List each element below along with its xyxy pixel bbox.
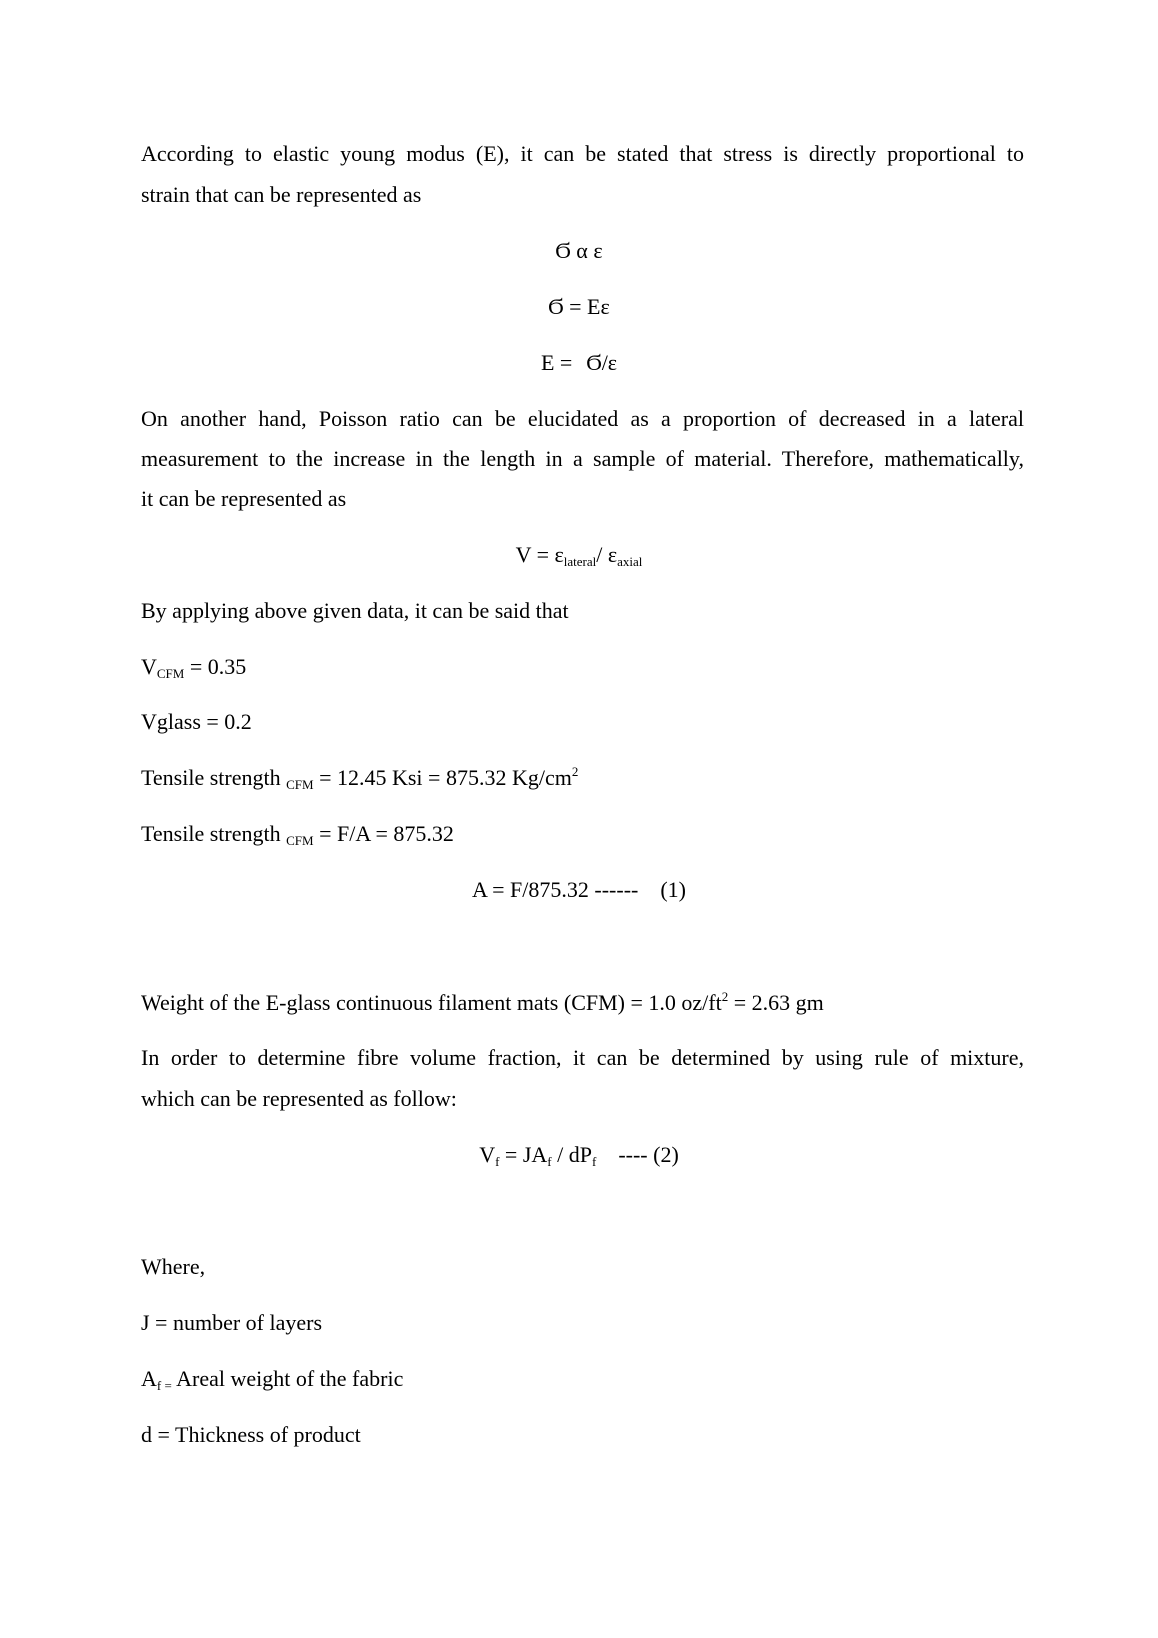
- tensile2-base: Tensile strength: [141, 821, 287, 846]
- def-af-rest: Areal weight of the fabric: [171, 1366, 404, 1391]
- equation-area-number: (1): [660, 877, 687, 902]
- definition-af: [141, 1366, 403, 1392]
- tensile1-sub: CFM: [286, 777, 314, 792]
- para1-line1: According to elastic young modus (E), it can be stated that stress is directly proportional to: [141, 141, 1024, 166]
- equation-stress: Ϭ = Eε: [548, 294, 610, 319]
- vf-equation-number: ---- (2): [618, 1142, 679, 1167]
- tensile1-rest: = 12.45 Ksi = 875.32 Kg/cm: [313, 765, 572, 790]
- vf-base: V: [479, 1142, 496, 1167]
- equation-poisson: [0, 542, 1158, 568]
- tensile1-sup: 2: [571, 764, 579, 779]
- weight-text: [141, 990, 824, 1016]
- applying-text: By applying above given data, it can be said that: [141, 598, 569, 623]
- equation-area: [0, 877, 1158, 903]
- tensile-strength-1: [141, 765, 578, 791]
- v-glass-value: Vglass = 0.2: [141, 709, 252, 734]
- weight-sup: 2: [721, 989, 729, 1004]
- vf-mid2: / dP: [551, 1142, 592, 1167]
- para3-line1: In order to determine fibre volume fraction, it can be determined by using rule of mixture,: [141, 1045, 1024, 1070]
- para2-line2: measurement to the increase in the length in a sample of material. Therefore, mathematically,: [141, 446, 1024, 471]
- definition-j: J = number of layers: [141, 1310, 323, 1335]
- vf-sub-af: f: [547, 1154, 552, 1169]
- vf-sub: f: [495, 1154, 500, 1169]
- equation-proportional: Ϭ α ε: [555, 238, 603, 263]
- v-cfm-value: [141, 654, 246, 680]
- poisson-mid: / ε: [596, 542, 618, 567]
- equation-modulus: [0, 350, 1158, 376]
- weight-rest: = 2.63 gm: [728, 990, 824, 1015]
- def-af-sub: f =: [156, 1378, 172, 1393]
- para2-line3: it can be represented as: [141, 486, 347, 511]
- tensile2-sub: CFM: [286, 833, 314, 848]
- vf-sub-pf: f: [591, 1154, 597, 1169]
- where-label: Where,: [141, 1254, 206, 1279]
- poisson-sub-lateral: lateral: [563, 554, 597, 569]
- equation-modulus-lhs: E =: [540, 350, 573, 375]
- tensile-strength-2: [141, 821, 454, 847]
- poisson-sub-axial: axial: [617, 554, 643, 569]
- v-cfm-base: V: [141, 654, 157, 679]
- weight-base: Weight of the E-glass continuous filament mats (CFM) = 1.0 oz/ft: [141, 990, 722, 1015]
- equation-modulus-rhs: Ϭ/ε: [586, 350, 618, 375]
- para2-line1: On another hand, Poisson ratio can be elucidated as a proportion of decreased in a lateral: [141, 406, 1024, 431]
- para3-line2: which can be represented as follow:: [141, 1086, 457, 1111]
- v-cfm-sub: CFM: [156, 666, 185, 681]
- equation-area-expr: A = F/875.32 ------: [471, 877, 639, 902]
- vf-mid: = JA: [499, 1142, 548, 1167]
- poisson-lhs: V = ε: [515, 542, 564, 567]
- definition-d: d = Thickness of product: [141, 1422, 361, 1447]
- tensile2-rest: = F/A = 875.32: [313, 821, 454, 846]
- v-cfm-rest: = 0.35: [184, 654, 247, 679]
- def-af-base: A: [141, 1366, 157, 1391]
- para1-line2: strain that can be represented as: [141, 182, 422, 207]
- tensile1-base: Tensile strength: [141, 765, 287, 790]
- equation-fibre-volume: [0, 1142, 1158, 1168]
